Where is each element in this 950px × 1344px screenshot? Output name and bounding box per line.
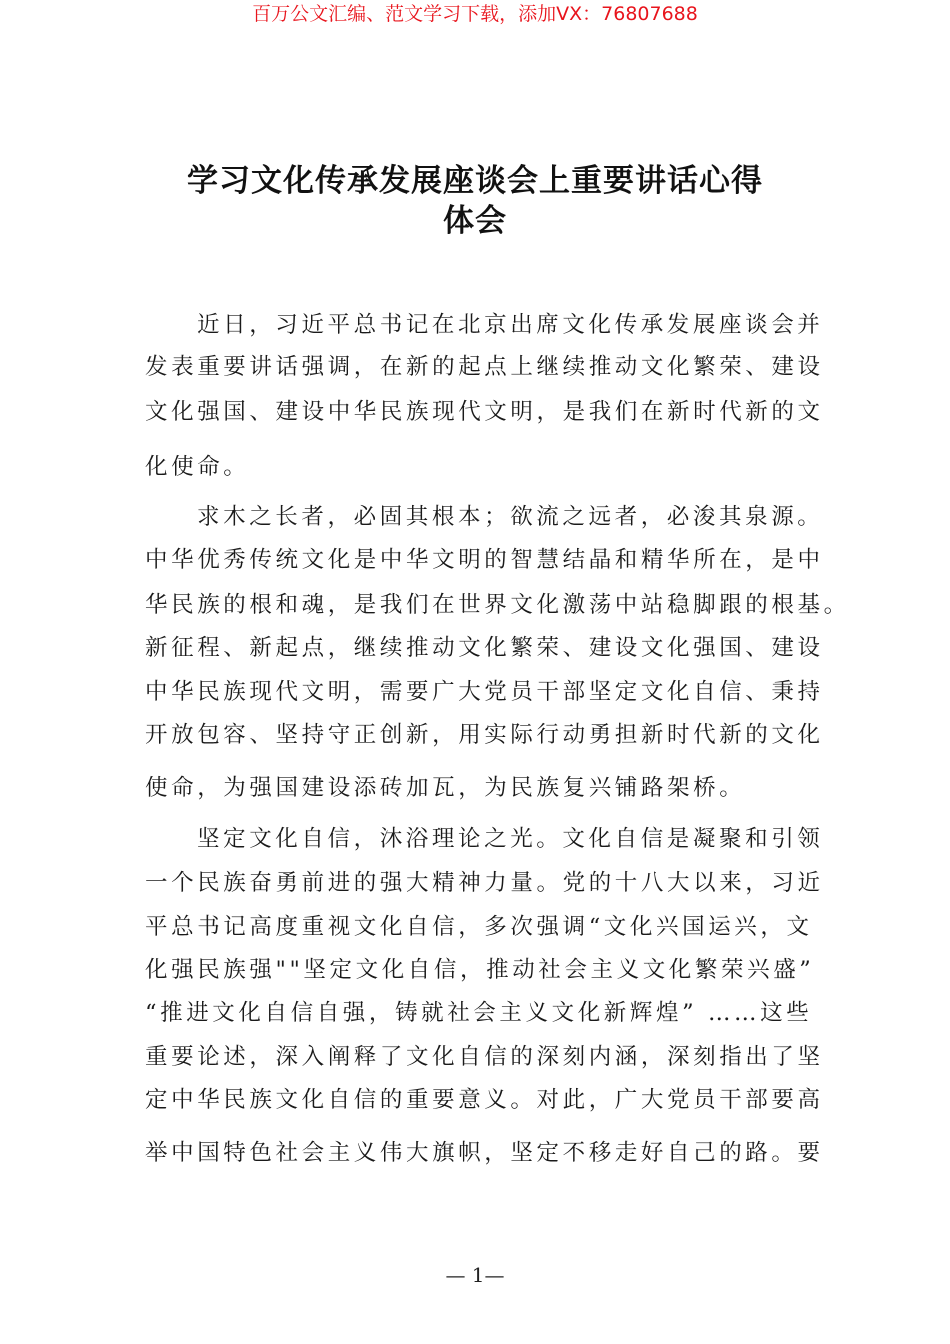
body-line: 重要论述，深入阐释了文化自信的深刻内涵，深刻指出了坚 — [145, 1044, 824, 1070]
body-line: 使命，为强国建设添砖加瓦，为民族复兴铺路架桥。 — [145, 775, 746, 801]
body-line: 定中华民族文化自信的重要意义。对此，广大党员干部要高 — [145, 1087, 824, 1113]
header-banner: 百万公文汇编、范文学习下载，添加VX：76807688 — [252, 3, 698, 25]
body-line: 化使命。 — [145, 454, 250, 480]
body-line: 文化强国、建设中华民族现代文明，是我们在新时代新的文 — [145, 399, 824, 425]
body-line: 发表重要讲话强调，在新的起点上继续推动文化繁荣、建设 — [145, 354, 824, 380]
body-line: 举中国特色社会主义伟大旗帜，坚定不移走好自己的路。要 — [145, 1140, 824, 1166]
page-number: — 1— — [445, 1263, 505, 1287]
body-line: 坚定文化自信，沐浴理论之光。文化自信是凝聚和引领 — [197, 826, 824, 852]
body-line: 新征程、新起点，继续推动文化繁荣、建设文化强国、建设 — [145, 635, 824, 661]
document-title-line-1: 学习文化传承发展座谈会上重要讲话心得 — [187, 163, 763, 199]
body-line: 开放包容、坚持守正创新，用实际行动勇担新时代新的文化 — [145, 722, 824, 748]
body-line: 中华优秀传统文化是中华文明的智慧结晶和精华所在，是中 — [145, 547, 824, 573]
body-line: “推进文化自信自强，铸就社会主义文化新辉煌” ……这些 — [145, 1000, 813, 1026]
body-line: 近日，习近平总书记在北京出席文化传承发展座谈会并 — [197, 312, 824, 338]
body-line: 化强民族强""坚定文化自信，推动社会主义文化繁荣兴盛” — [145, 957, 815, 983]
body-line: 中华民族现代文明，需要广大党员干部坚定文化自信、秉持 — [145, 679, 824, 705]
body-line: 华民族的根和魂，是我们在世界文化激荡中站稳脚跟的根基。 — [145, 592, 850, 618]
document-title-line-2: 体会 — [443, 203, 507, 239]
body-line: 求木之长者，必固其根本；欲流之远者，必浚其泉源。 — [197, 504, 824, 530]
body-line: 平总书记高度重视文化自信，多次强调“文化兴国运兴，文 — [145, 914, 813, 940]
body-line: 一个民族奋勇前进的强大精神力量。党的十八大以来，习近 — [145, 870, 824, 896]
